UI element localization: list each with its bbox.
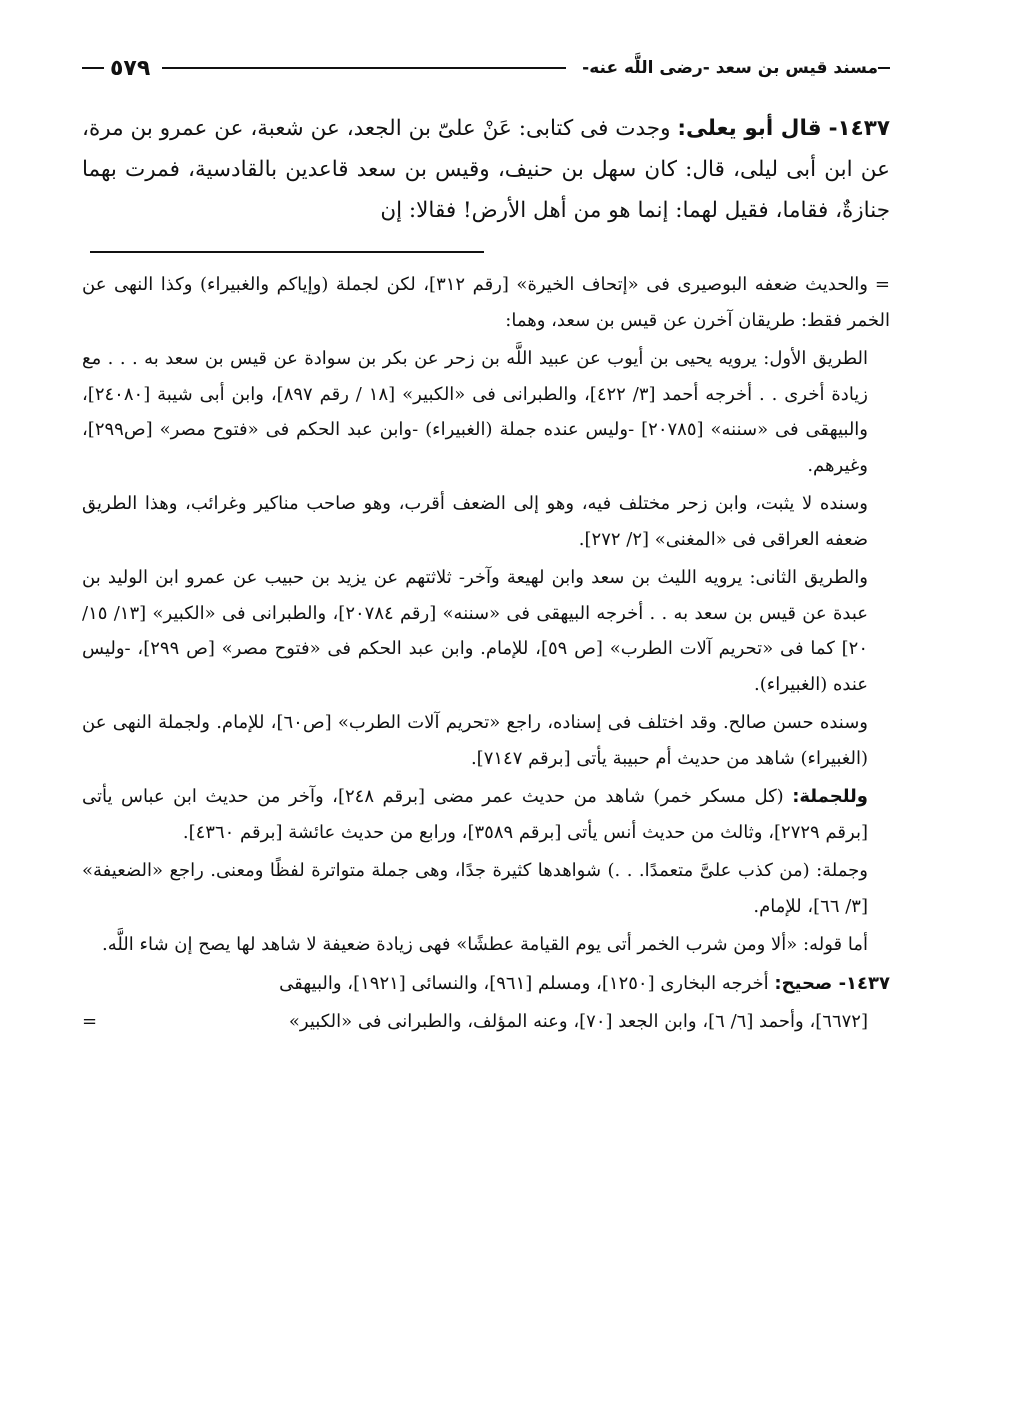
page: [82, 48, 890, 1043]
running-header: [82, 48, 890, 88]
footnote-paragraph: أما قوله: «ألا ومن شرب الخمر أتى يوم القيامة عطشًا» فهى زيادة ضعيفة لا شاهد لها يصح إن شاء اللَّه.: [101, 934, 868, 955]
main-text: [82, 108, 890, 231]
footnote-text: [٦٦٧٢]، وأحمد [٦/ ٦]، وابن الجعد [٧٠]، وعنه المؤلف، والطبرانى فى «الكبير»: [288, 1011, 868, 1032]
narrator: قال أبو يعلى:: [677, 116, 822, 141]
footnote-paragraph: وسنده لا يثبت، وابن زحر مختلف فيه، وهو إلى الضعف أقرب، وهو صاحب مناكير وغرائب، وهذا الطريق ضعفه العراقى فى «المغنى» [٢/ ٢٧٢].: [82, 493, 868, 550]
hadith-paragraph: [82, 108, 890, 231]
page-number: ٥٧٩: [110, 55, 151, 81]
footnote-paragraph: والطريق الثانى: يرويه الليث بن سعد وابن لهيعة وآخر- ثلاثتهم عن يزيد بن حبيب عن عمرو ابن الوليد بن عبدة عن قيس بن سعد به . . أخرجه البيهقى فى «سننه» [رقم ٢٠٧٨٤]، والطبرانى فى «الكبير» [١٣/ ١٥/ ٢٠] كما فى «تحريم آلات الطرب» [ص ٥٩]، للإمام. وابن عبد الحكم فى «فتوح مصر» [ص ٢٩٩]، -وليس عنده (الغبيراء).: [82, 567, 868, 695]
footnote-text: والحديث ضعفه البوصيرى فى «إتحاف الخيرة» [رقم ٣١٢]، لكن لجملة (وإياكم والغبيراء) وكذا النهى عن الخمر فقط: طريقان آخرن عن قيس بن سعد، وهما:: [82, 274, 890, 331]
footnote-paragraph: وسنده حسن صالح. وقد اختلف فى إسناده، راجع «تحريم آلات الطرب» [ص٦٠]، للإمام. ولجملة النهى عن (الغبيراء) شاهد من حديث أم حبيبة يأتى [برقم ٧١٤٧].: [82, 712, 868, 769]
header-rule: [162, 67, 566, 69]
footnote-paragraph: [82, 267, 890, 338]
header-rule-left: [82, 67, 104, 69]
footnote-lead: ١٤٣٧- صحيح:: [774, 972, 890, 994]
continuation-mark: =: [82, 1011, 98, 1032]
footnote-last-line: [82, 1004, 890, 1040]
header-rule-right: [878, 67, 890, 69]
footnote-paragraph: الطريق الأول: يرويه يحيى بن أيوب عن عبيد اللَّه بن زحر عن بكر بن سوادة عن قيس بن سعد به . . . مع زيادة أخرى . . أخرجه أحمد [٣/ ٤٢٢]، والطبرانى فى «الكبير» [١٨ / رقم ٨٩٧]، وابن أبى شيبة [٢٤٠٨٠]، والبيهقى فى «سننه» [٢٠٧٨٥] -وليس عنده جملة (الغبيراء) -وابن عبد الحكم فى «فتوح مصر» [ص٢٩٩]، وغيرهم.: [82, 348, 869, 476]
footnotes: [82, 267, 890, 1040]
footnote-paragraph: [82, 779, 890, 850]
footnote-paragraph: وجملة: (من كذب علىَّ متعمدًا. . .) شواهدها كثيرة جدًا، وهى جملة متواترة لفظًا ومعنى. راجع «الضعيفة» [٣/ ٦٦]، للإمام.: [82, 860, 868, 917]
footnote-separator: [90, 251, 484, 253]
header-title: مسند قيس بن سعد -رضى اللَّه عنه-: [582, 58, 878, 78]
footnote-text: (كل مسكر خمر) شاهد من حديث عمر مضى [برقم ٢٤٨]، وآخر من حديث ابن عباس يأتى [برقم ٢٧٢٩]، وثالث من حديث أنس يأتى [برقم ٣٥٨٩]، ورابع من حديث عائشة [برقم ٤٣٦٠].: [82, 786, 868, 843]
footnote-lead: وللجملة:: [792, 786, 868, 807]
footnote-paragraph: [82, 966, 890, 1002]
hadith-number: ١٤٣٧-: [828, 116, 890, 141]
continuation-mark: =: [874, 274, 890, 295]
hadith-text: وجدت فى كتابى: عَنْ علىّ بن الجعد، عن شعبة، عن عمرو بن مرة، عن ابن أبى ليلى، قال: كان سهل بن حنيف، وقيس بن سعد قاعدين بالقادسية، فمرت بهما جنازةٌ، فقاما، فقيل لهما: إنما هو من أهل الأرض! فقالا: إن: [82, 116, 890, 223]
footnote-text: أخرجه البخارى [١٢٥٠]، ومسلم [٩٦١]، والنسائى [١٩٢١]، والبيهقى: [279, 972, 769, 994]
